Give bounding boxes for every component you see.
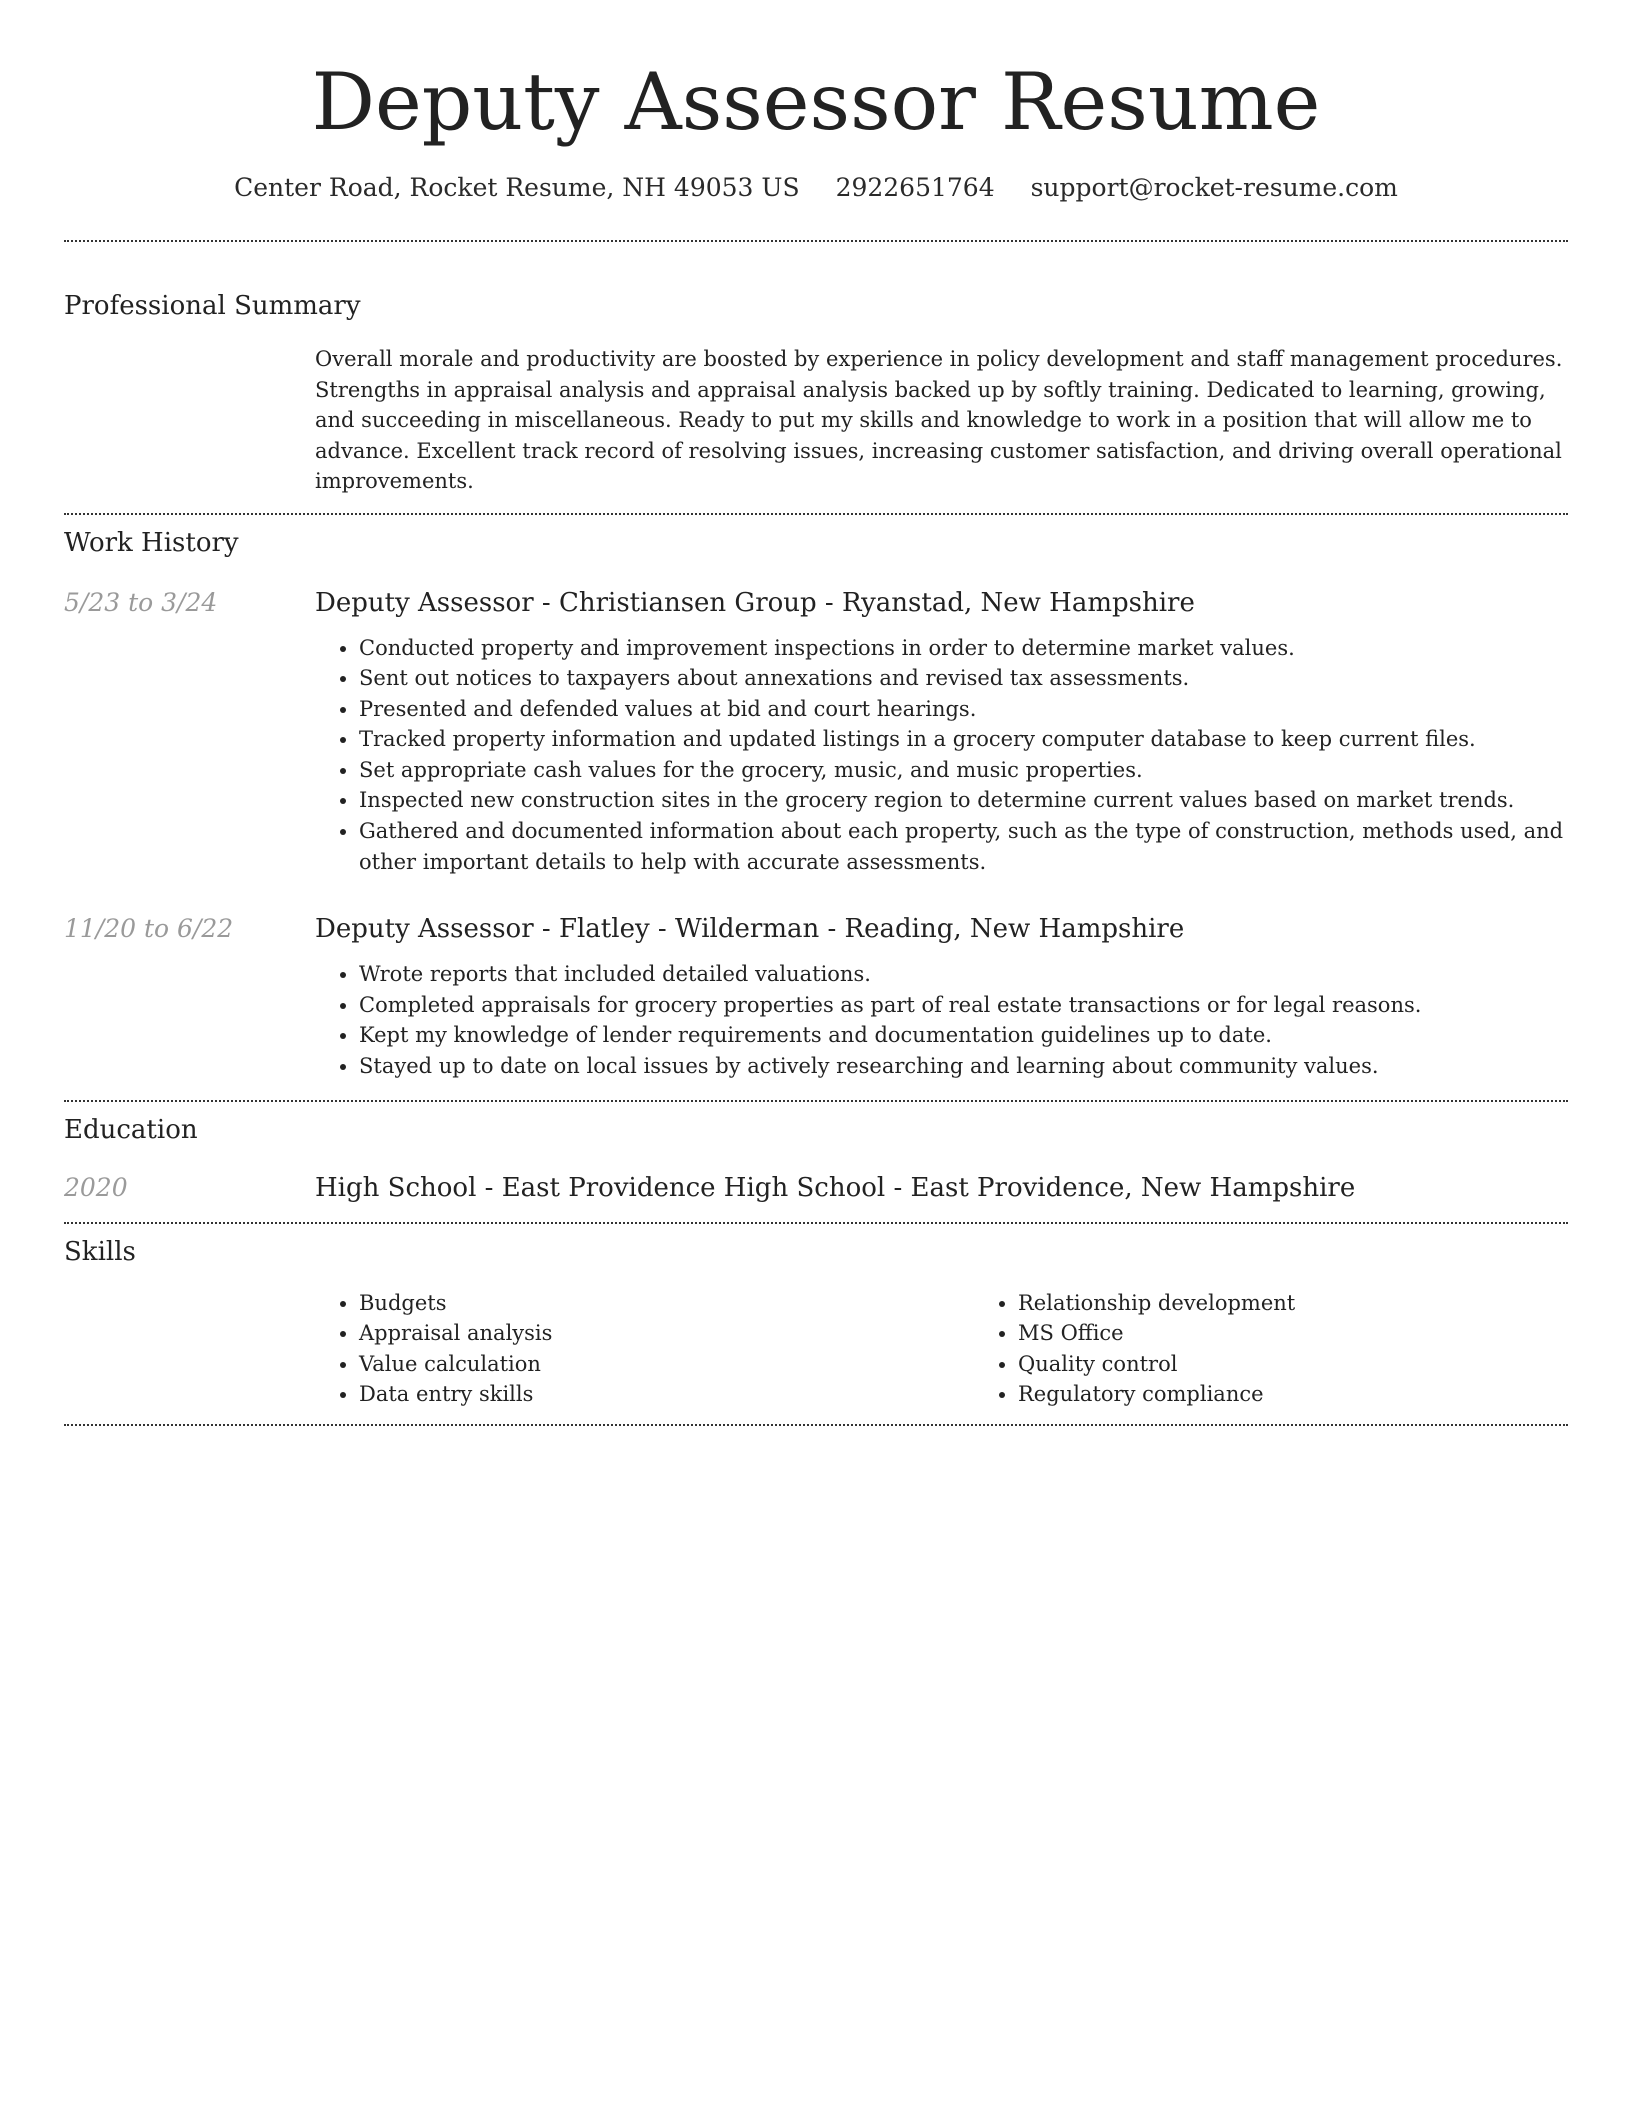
work-title: Deputy Assessor - Flatley - Wilderman - Reading, New Hampshire xyxy=(315,914,1185,945)
education-section xyxy=(64,1112,1568,1206)
work-entry xyxy=(64,911,1568,1099)
skill-item: • Quality control xyxy=(1018,1349,1568,1380)
work-history-section xyxy=(64,525,1568,1100)
contact-email: support@rocket-resume.com xyxy=(1030,173,1398,202)
resume-page xyxy=(64,0,1568,1426)
summary-text: Overall morale and productivity are boosted by experience in policy development and staff management procedures. Strengths in appraisal analysis and appraisal analysis backed up by softly training. Dedicated to learning, growing, and succeeding in miscellaneous. Ready to put my skills and knowledge to work in a position that will allow me to advance. Excellent track record of resolving issues, increasing customer satisfaction, and driving overall operational improvements. xyxy=(315,347,1563,493)
work-bullets xyxy=(315,959,1568,1081)
work-bullet: • Conducted property and improvement inspections in order to determine market values. xyxy=(359,633,1568,664)
work-history-heading: Work History xyxy=(64,527,239,558)
skill-item: • Data entry skills xyxy=(359,1379,974,1410)
work-bullet: • Tracked property information and updated listings in a grocery computer database to keep current files. xyxy=(359,724,1568,755)
education-school: - East Providence High School - East Providence, New Hampshire xyxy=(476,1172,1356,1203)
contact-info xyxy=(64,170,1568,206)
work-bullet: • Sent out notices to taxpayers about annexations and revised tax assessments. xyxy=(359,663,1568,694)
summary-section xyxy=(64,288,1568,513)
contact-phone: 2922651764 xyxy=(835,173,995,202)
work-bullet: • Stayed up to date on local issues by actively researching and learning about community values. xyxy=(359,1051,1568,1082)
skills-list-left xyxy=(315,1288,974,1410)
work-bullets xyxy=(315,633,1568,878)
page-title: Deputy Assessor Resume xyxy=(311,56,1321,148)
skills-section xyxy=(64,1234,1568,1410)
work-entry xyxy=(64,585,1568,878)
work-bullet: • Completed appraisals for grocery properties as part of real estate transactions or for legal reasons. xyxy=(359,990,1568,1021)
skill-item: • Value calculation xyxy=(359,1349,974,1380)
work-bullet: • Set appropriate cash values for the grocery, music, and music properties. xyxy=(359,755,1568,786)
education-heading: Education xyxy=(64,1114,198,1145)
divider xyxy=(64,513,1568,515)
skills-heading: Skills xyxy=(64,1236,136,1267)
skill-item: • Budgets xyxy=(359,1288,974,1319)
work-entry-body xyxy=(315,911,1568,1099)
work-dates: 11/20 to 6/22 xyxy=(64,914,234,944)
skill-item: • MS Office xyxy=(1018,1318,1568,1349)
skills-list-right xyxy=(974,1288,1568,1410)
divider xyxy=(64,1222,1568,1224)
skills-columns xyxy=(315,1288,1568,1410)
work-bullet: • Presented and defended values at bid and court hearings. xyxy=(359,694,1568,725)
work-bullet: • Wrote reports that included detailed valuations. xyxy=(359,959,1568,990)
divider xyxy=(64,240,1568,242)
divider xyxy=(64,1424,1568,1426)
summary-heading: Professional Summary xyxy=(64,291,361,321)
work-bullet: • Inspected new construction sites in the grocery region to determine current values based on market trends. xyxy=(359,785,1568,816)
contact-address: Center Road, Rocket Resume, NH 49053 US xyxy=(234,173,800,202)
skill-item: • Relationship development xyxy=(1018,1288,1568,1319)
skill-item: • Appraisal analysis xyxy=(359,1318,974,1349)
work-dates: 5/23 to 3/24 xyxy=(64,587,218,617)
education-entry xyxy=(64,1170,1568,1206)
work-bullet: • Gathered and documented information about each property, such as the type of construction, methods used, and other important details to help with accurate assessments. xyxy=(359,816,1568,877)
education-date: 2020 xyxy=(64,1172,128,1202)
education-degree: High School xyxy=(315,1172,477,1203)
work-entry-body xyxy=(315,585,1568,878)
divider xyxy=(64,1100,1568,1102)
work-title: Deputy Assessor - Christiansen Group - Ryanstad, New Hampshire xyxy=(315,587,1195,618)
work-bullet: • Kept my knowledge of lender requirements and documentation guidelines up to date. xyxy=(359,1020,1568,1051)
education-title xyxy=(315,1170,1568,1206)
skill-item: • Regulatory compliance xyxy=(1018,1379,1568,1410)
